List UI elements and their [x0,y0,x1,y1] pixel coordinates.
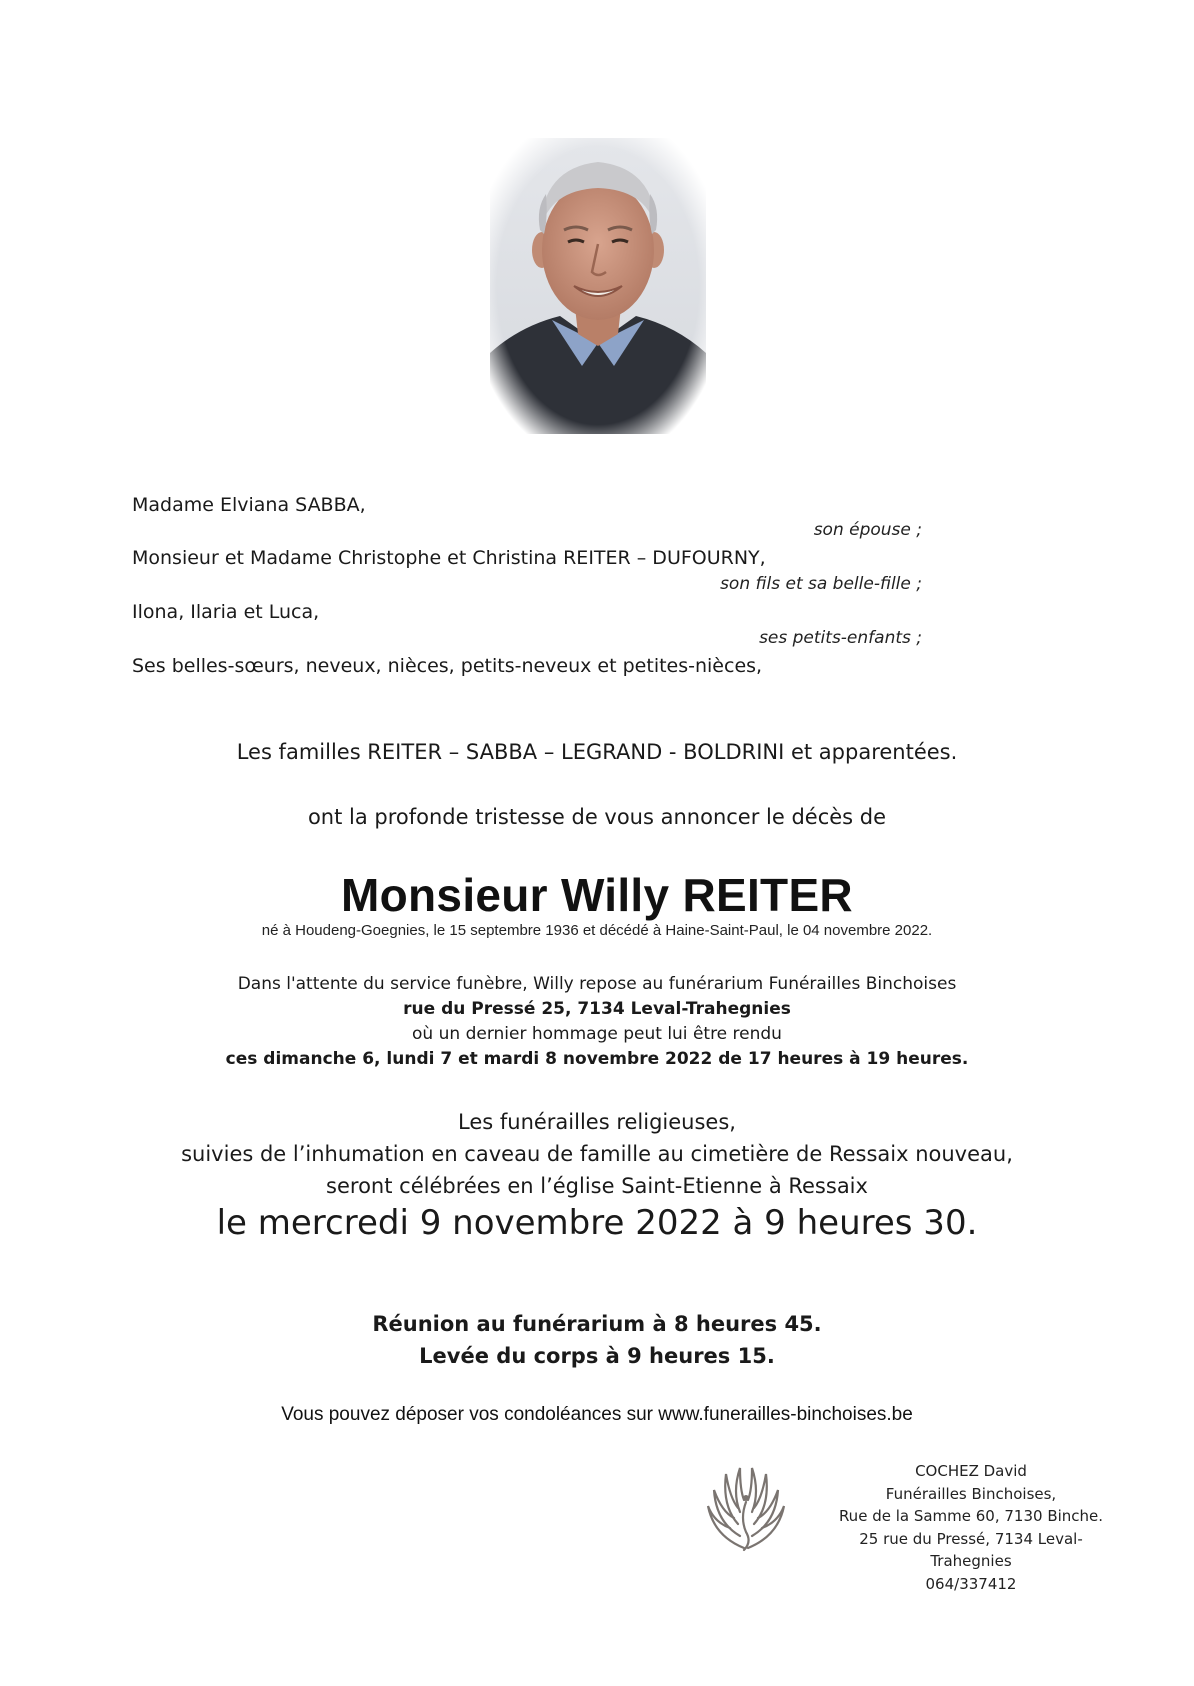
relation-spouse: son épouse ; [813,520,922,540]
rest-homage-line: où un dernier hommage peut lui être rendu [412,1024,782,1044]
contact-line-address-2: 25 rue du Pressé, 7134 Leval- [859,1529,1083,1548]
funeral-line-1: Les funérailles religieuses, [458,1110,736,1134]
birth-death-line: né à Houdeng-Goegnies, le 15 septembre 1936 et décédé à Haine-Saint-Paul, le 04 novembre 2022. [261,922,933,939]
funeral-home-contact [836,1460,1106,1595]
rest-visiting-hours: ces dimanche 6, lundi 7 et mardi 8 novembre 2022 de 17 heures à 19 heures. [225,1049,969,1069]
condolences-line: Vous pouvez déposer vos condoléances sur www.funerailles-binchoises.be [281,1404,913,1425]
levee-time: Levée du corps à 9 heures 15. [419,1344,775,1368]
phoenix-logo-icon [700,1462,792,1554]
family-member-grandchildren: Ilona, Ilaria et Luca, [132,601,320,623]
family-member-spouse: Madame Elviana SABBA, [132,494,366,516]
funeral-line-2: suivies de l’inhumation en caveau de famille au cimetière de Ressaix nouveau, [181,1142,1013,1166]
relation-son: son fils et sa belle-fille ; [720,574,922,594]
contact-line-phone: 064/337412 [925,1574,1017,1593]
contact-line-director: COCHEZ David [915,1462,1027,1480]
rest-address: rue du Pressé 25, 7134 Leval-Trahegnies [403,999,791,1019]
deceased-name: Monsieur Willy REITER [341,869,853,921]
families-line: Les familles REITER – SABBA – LEGRAND - BOLDRINI et apparentées. [236,740,958,764]
funeral-line-3: seront célébrées en l’église Saint-Etienne à Ressaix [326,1174,868,1198]
family-member-son: Monsieur et Madame Christophe et Christina REITER – DUFOURNY, [132,547,766,569]
rest-info-line: Dans l'attente du service funèbre, Willy repose au funérarium Funérailles Binchoises [237,974,957,994]
meeting-time: Réunion au funérarium à 8 heures 45. [372,1312,822,1336]
contact-line-address-3: Trahegnies [930,1552,1012,1570]
relation-grandchildren: ses petits-enfants ; [759,628,922,648]
announcement-line: ont la profonde tristesse de vous annoncer le décès de [307,805,887,829]
portrait-photo [490,138,706,434]
funeral-date: le mercredi 9 novembre 2022 à 9 heures 30. [216,1203,978,1243]
contact-line-company: Funérailles Binchoises, [885,1484,1057,1503]
family-member-others: Ses belles-sœurs, neveux, nièces, petits-neveux et petites-nièces, [132,655,763,677]
contact-line-address-1: Rue de la Samme 60, 7130 Binche. [838,1507,1104,1525]
